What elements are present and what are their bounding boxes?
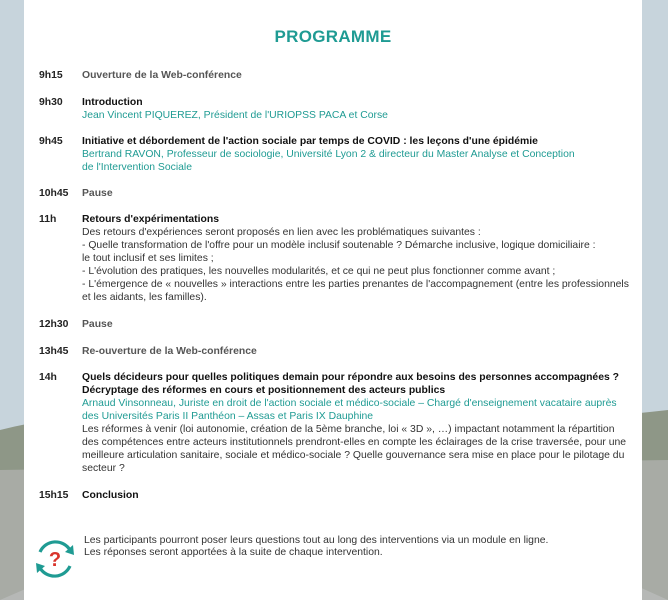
footer-note (84, 535, 604, 559)
footer-line: Les participants pourront poser leurs questions tout au long des interventions via un module en ligne. (84, 535, 549, 546)
item-time: 12h30 (39, 319, 69, 330)
item-time: 9h45 (39, 136, 63, 147)
item-body-line: des compétences entre acteurs institutionnels prendront-elles en compte les éclairages de la crise traversée, pour une (82, 437, 627, 448)
item-title: Pause (82, 319, 113, 330)
item-body-line: - Quelle transformation de l'offre pour un modèle inclusif soutenable ? Démarche inclusive, logique domiciliaire : (82, 240, 596, 251)
item-body-line: meilleure articulation sanitaire, sociale et médico-sociale ? Quelle gouvernance sera mise en place pour le pilotage du (82, 450, 625, 461)
item-title: Ouverture de la Web-conférence (82, 70, 242, 81)
item-title: Re-ouverture de la Web-conférence (82, 346, 257, 357)
item-title-line: Quels décideurs pour quelles politiques demain pour répondre aux besoins des personnes accompagnées ? (82, 372, 619, 383)
item-time: 14h (39, 372, 57, 383)
item-body-line: - L'émergence de « nouvelles » interactions entre les parties prenantes de l'accompagnement (entre les professionnels (82, 279, 629, 290)
item-title-line: Décryptage des réformes en cours et positionnement des acteurs publics (82, 385, 446, 396)
item-speaker-line: Bertrand RAVON, Professeur de sociologie, Université Lyon 2 & directeur du Master Analyse et Conception (82, 149, 575, 160)
svg-text:?: ? (48, 549, 62, 571)
item-time: 9h15 (39, 70, 63, 81)
item-title: Introduction (82, 97, 143, 108)
item-body-line: le tout inclusif et ses limites ; (82, 253, 214, 264)
item-title: Conclusion (82, 490, 139, 501)
item-title: Pause (82, 188, 113, 199)
item-speaker-line: Arnaud Vinsonneau, Juriste en droit de l'action sociale et médico-sociale – Chargé d'enseignement vacataire auprès (82, 398, 617, 409)
item-time: 13h45 (39, 346, 69, 357)
item-body-line: Des retours d'expériences seront proposés en lien avec les problématiques suivantes : (82, 227, 481, 238)
item-title: Initiative et débordement de l'action sociale par temps de COVID : les leçons d'une épidémie (82, 136, 538, 147)
item-body-line: et les aidants, les familles). (82, 292, 207, 303)
item-time: 10h45 (39, 188, 69, 199)
item-time: 9h30 (39, 97, 63, 108)
footer-line: Les réponses seront apportées à la suite de chaque intervention. (84, 547, 383, 558)
item-speaker-line: des Universités Paris II Panthéon – Assas et Paris IX Dauphine (82, 411, 374, 422)
page-title: PROGRAMME (274, 27, 392, 46)
item-time: 11h (39, 214, 57, 225)
item-speaker: Jean Vincent PIQUEREZ, Président de l'URIOPSS PACA et Corse (82, 110, 388, 121)
item-body-line: Les réformes à venir (loi autonomie, création de la 5ème branche, loi « 3D », …) impactant notamment la répartition (82, 424, 615, 435)
question-cycle-icon (32, 536, 78, 582)
item-body-line: secteur ? (82, 463, 125, 474)
item-speaker-line: de l'Intervention Sociale (82, 162, 192, 173)
item-time: 15h15 (39, 490, 69, 501)
programme-panel (24, 0, 642, 600)
item-body-line: - L'évolution des pratiques, les nouvelles modularités, et ce qui ne peut plus fonctionner comme avant ; (82, 266, 556, 277)
item-title: Retours d'expérimentations (82, 214, 220, 225)
